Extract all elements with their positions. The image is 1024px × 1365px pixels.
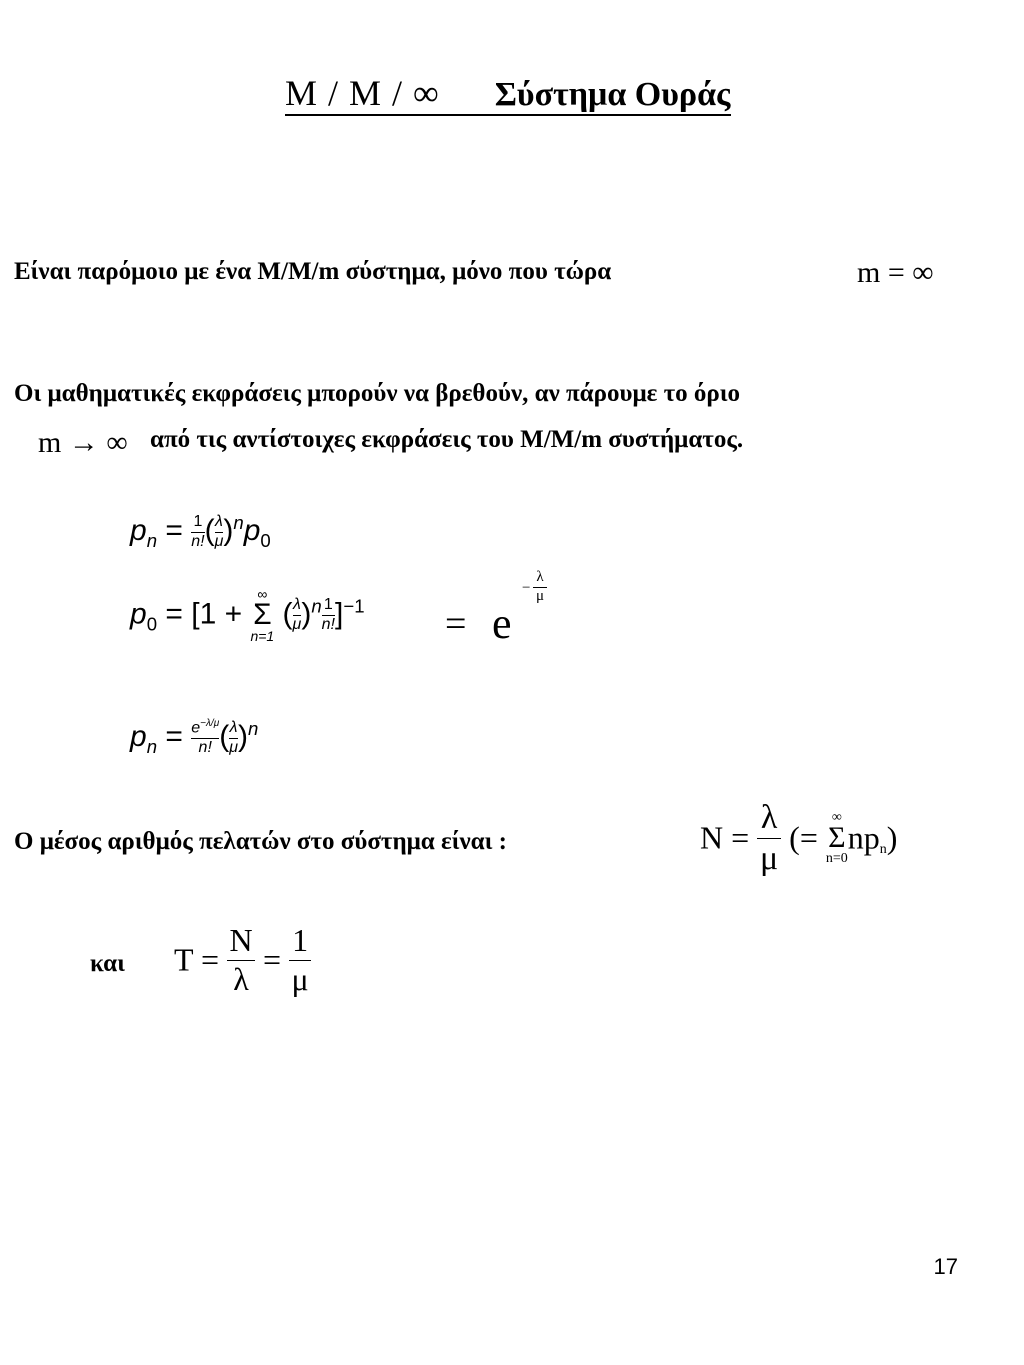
formula-bracket-close: ] <box>335 597 344 631</box>
formula-mean-time: T = $\frac{N}{\lambda}$ = $\frac{1}{\mu}$ <box>174 924 311 996</box>
formula-subscript: 0 <box>146 613 158 635</box>
equals-sign: = <box>165 514 183 547</box>
fraction: $\frac{\lambda}{\mu}$ <box>292 596 302 634</box>
fraction: $\frac{N}{\lambda}$ <box>227 924 255 996</box>
fraction: $\frac{1}{n!}$ <box>321 596 335 634</box>
formula-symbol: p <box>130 514 147 547</box>
paragraph-2-formula: m → ∞ <box>38 426 128 459</box>
exponential-base: e <box>492 599 512 648</box>
formula-exponent: n <box>247 718 259 739</box>
summation: ∞ Σ n=0 <box>825 809 848 867</box>
exponent-sign: − <box>522 580 531 596</box>
formula-mean-customers: N = $\frac{\lambda}{\mu}$ (= ∞ Σ n=0 $np_n$) <box>700 799 898 877</box>
formula-subscript: n <box>146 530 158 551</box>
formula-exponent: −1 <box>343 595 365 617</box>
title-notation: M / M / ∞ <box>285 73 440 113</box>
formula-pn-result: $p_n$ = $\frac{e^{-\lambda/\mu}}{n!}$ ( $\frac{\lambda}{\mu}$ )$^n$ <box>130 718 259 757</box>
page-title <box>285 72 730 114</box>
exponent-fraction: $\frac{\lambda}{\mu}$ <box>533 570 547 605</box>
formula-symbol: p <box>130 597 147 631</box>
title-text: Σύστημα Ουράς <box>494 76 731 113</box>
equals-sign: = <box>165 597 183 631</box>
fraction: $\frac{1}{n!}$ <box>191 512 205 550</box>
page-number: 17 <box>933 1254 958 1279</box>
paragraph-1 <box>14 258 611 286</box>
fraction: $\frac{\lambda}{\mu}$ <box>229 718 238 756</box>
formula-bracket-open: [1 + <box>191 597 243 631</box>
formula-p0: $p_0 = [1$ + ∞ Σ n=1 ( $\frac{\lambda}{\mu}$ )$^n$ $\frac{1}{n!}$ ]$^{-1}$ <box>130 586 365 644</box>
mean-time-label: και <box>90 950 125 977</box>
formula-exponent: n <box>233 512 244 533</box>
fraction: $\frac{e^{-\lambda/\mu}}{n!}$ <box>191 718 220 757</box>
formula-exponent: n <box>311 595 322 617</box>
fraction: $\frac{1}{\mu}$ <box>289 924 311 996</box>
summation: ∞ Σ n=1 <box>250 586 275 644</box>
formula-subscript: n <box>146 736 158 757</box>
paragraph-1-formula: m = ∞ <box>857 256 934 289</box>
formula-subscript: 0 <box>260 530 271 551</box>
paragraph-2-line-2: από τις αντίστοιχες εκφράσεις του M/M/m συστήματος. <box>150 426 744 453</box>
fraction: $\frac{\lambda}{\mu}$ <box>214 512 224 550</box>
equals-sign: = <box>445 603 467 645</box>
title-underline <box>285 114 731 116</box>
mean-customers-label: Ο μέσος αριθμός πελατών στο σύστημα είναι : <box>14 828 507 855</box>
equals-sign: = <box>165 720 183 753</box>
paragraph-2-line-1: Οι μαθηματικές εκφράσεις μπορούν να βρεθούν, αν πάρουμε το όριο <box>14 380 741 407</box>
formula-symbol: p <box>130 720 147 753</box>
formula-symbol: p <box>243 514 261 547</box>
paragraph-1-text: Είναι παρόμοιο με ένα M/M/m σύστημα, μόνο που τώρα <box>14 258 612 285</box>
fraction: $\frac{\lambda}{\mu}$ <box>757 800 781 876</box>
formula-pn-general: $p_n$ = $\frac{1}{n!}$ ( $\frac{\lambda}{\mu}$ )$^np_0$ <box>130 512 271 551</box>
